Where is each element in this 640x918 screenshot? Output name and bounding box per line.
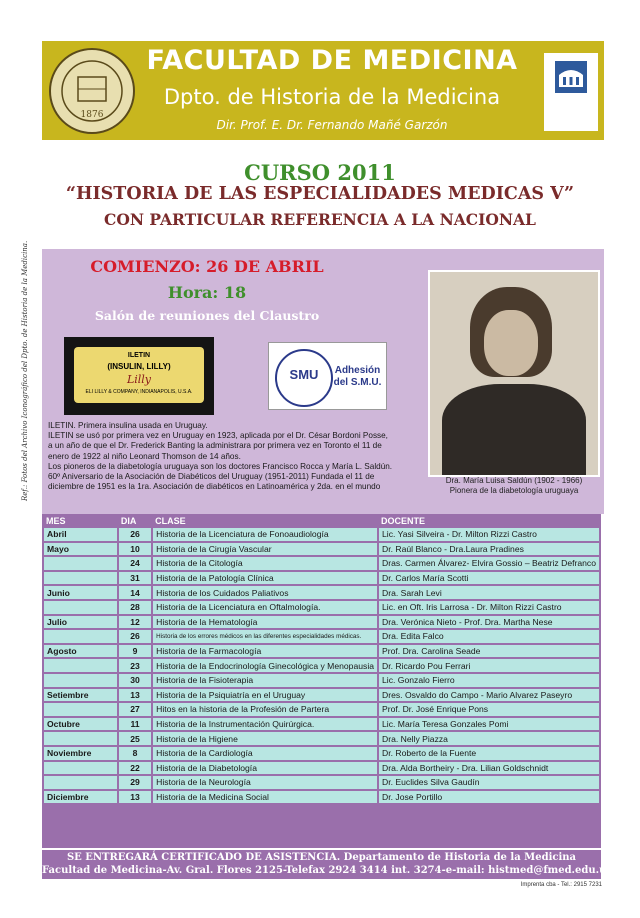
row-month xyxy=(44,776,117,789)
seal-year: 1876 xyxy=(80,110,104,120)
row-class: Historia de la Endocrinología Ginecológica y Menopausia xyxy=(153,659,377,672)
header-banner xyxy=(42,41,604,140)
portrait-dress xyxy=(442,384,586,475)
row-teacher: Dres. Osvaldo do Campo - Mario Alvarez Paseyro xyxy=(379,689,599,702)
row-teacher: Dra. Nelly Piazza xyxy=(379,732,599,745)
table-row xyxy=(44,776,599,789)
column-header-mes: MES xyxy=(44,516,117,526)
column-header-clase: CLASE xyxy=(153,516,377,526)
row-class: Historia de la Hematología xyxy=(153,616,377,629)
row-class: Historia de la Patología Clínica xyxy=(153,572,377,585)
table-row xyxy=(44,601,599,614)
row-teacher: Dr. Ricardo Pou Ferrari xyxy=(379,659,599,672)
tin-label-1: ILETIN xyxy=(127,352,151,359)
row-day: 11 xyxy=(119,718,151,731)
course-subtitle-2: CON PARTICULAR REFERENCIA A LA NACIONAL xyxy=(104,210,536,229)
row-day: 23 xyxy=(119,659,151,672)
table-row xyxy=(44,645,599,658)
printer-credit: Imprenta cba - Tel.: 2915 7231 xyxy=(520,882,602,888)
row-class: Hitos en la historia de la Profesión de Partera xyxy=(153,703,377,716)
smu-logo-text: SMU xyxy=(289,367,319,382)
row-teacher: Prof. Dr. José Enrique Pons xyxy=(379,703,599,716)
row-month xyxy=(44,674,117,687)
table-row xyxy=(44,689,599,702)
row-month xyxy=(44,762,117,775)
iletin-tin-photo xyxy=(64,337,214,415)
table-row xyxy=(44,703,599,716)
row-day: 8 xyxy=(119,747,151,760)
row-teacher: Dra. Verónica Nieto - Prof. Dra. Martha Nese xyxy=(379,616,599,629)
row-day: 29 xyxy=(119,776,151,789)
row-day: 9 xyxy=(119,645,151,658)
schedule-body xyxy=(44,528,599,803)
table-row xyxy=(44,659,599,672)
row-class: Historia de la Instrumentación Quirúrgica. xyxy=(153,718,377,731)
row-class: Historia de la Diabetología xyxy=(153,762,377,775)
venue: Salón de reuniones del Claustro xyxy=(94,308,320,323)
table-row xyxy=(44,630,599,643)
faculty-title: FACULTAD DE MEDICINA xyxy=(146,45,518,76)
row-month: Setiembre xyxy=(44,689,117,702)
row-month: Diciembre xyxy=(44,791,117,804)
row-month xyxy=(44,659,117,672)
row-month xyxy=(44,703,117,716)
department-title: Dpto. de Historia de la Medicina xyxy=(163,85,501,109)
row-day: 27 xyxy=(119,703,151,716)
iletin-line: ILETIN se usó por primera vez en Uruguay en 1923, aplicada por el Dr. César Bordoni Posse, xyxy=(48,431,388,441)
faculty-seal-icon xyxy=(48,47,136,135)
iletin-line: Los pioneros de la diabetología uruguaya son los doctores Francisco Rocca y María L. Saldún. xyxy=(48,461,393,471)
table-row xyxy=(44,557,599,570)
table-row xyxy=(44,674,599,687)
row-month: Abril xyxy=(44,528,117,541)
photo-credit-text: Ref.: Fotos del Archivo Iconográfico del Dpto. de Historia de la Medicina. xyxy=(21,240,29,501)
row-month xyxy=(44,572,117,585)
footer-line-1: SE ENTREGARÁ CERTIFICADO DE ASISTENCIA. Departamento de Historia de la Medicina xyxy=(66,852,577,863)
university-building-icon xyxy=(553,59,589,95)
row-month xyxy=(44,601,117,614)
portrait-caption xyxy=(428,476,600,496)
iletin-line: enero de 1922 al niño Leonard Thomson de 14 años. xyxy=(48,451,241,461)
tin-label-3: Lilly xyxy=(126,373,152,386)
row-month: Agosto xyxy=(44,645,117,658)
table-row xyxy=(44,543,599,556)
start-time: Hora: 18 xyxy=(167,283,247,302)
row-day: 13 xyxy=(119,791,151,804)
row-teacher: Dr. Euclides Silva Gaudín xyxy=(379,776,599,789)
table-row xyxy=(44,732,599,745)
row-class: Historia de la Fisioterapia xyxy=(153,674,377,687)
row-teacher: Dras. Carmen Álvarez- Elvira Gossio – Beatriz Defranco xyxy=(379,557,599,570)
director-line: Dir. Prof. E. Dr. Fernando Mañé Garzón xyxy=(216,118,448,132)
table-row xyxy=(44,747,599,760)
iletin-line: 60º Aniversario de la Asociación de Diabéticos del Uruguay (1951-2011) Fundada el 11 de xyxy=(48,472,375,482)
table-row xyxy=(44,528,599,541)
row-day: 10 xyxy=(119,543,151,556)
iletin-line: a un año de que el Dr. Frederick Banting la administrara por primera vez en Toronto el 11 de xyxy=(48,441,382,451)
footer-banner xyxy=(42,850,613,879)
row-teacher: Lic. Gonzalo Fierro xyxy=(379,674,599,687)
row-teacher: Dra. Alda Bortheiry - Dra. Lilian Goldschnidt xyxy=(379,762,599,775)
start-date: COMIENZO: 26 DE ABRIL xyxy=(90,257,324,276)
row-teacher: Lic. en Oft. Iris Larrosa - Dr. Milton Rizzi Castro xyxy=(379,601,599,614)
row-teacher: Dr. Roberto de la Fuente xyxy=(379,747,599,760)
portrait-face xyxy=(484,310,538,376)
row-teacher: Dra. Sarah Levi xyxy=(379,586,599,599)
row-month: Julio xyxy=(44,616,117,629)
footer-line-2: Facultad de Medicina-Av. Gral. Flores 2125-Telefax 2924 3414 int. 3274-e-mail: histmed@fmed.edu.uy xyxy=(42,865,613,876)
iletin-line: ILETIN. Primera insulina usada en Uruguay. xyxy=(48,421,208,430)
row-day: 25 xyxy=(119,732,151,745)
smu-adhesion-text: Adhesión del S.M.U. xyxy=(333,365,382,388)
row-class: Historia de la Medicina Social xyxy=(153,791,377,804)
iletin-history-text xyxy=(48,421,418,492)
course-title: CURSO 2011 xyxy=(244,160,396,185)
column-header-docente: DOCENTE xyxy=(379,516,599,526)
row-day: 13 xyxy=(119,689,151,702)
column-header-dia: DIA xyxy=(119,516,151,526)
row-class: Historia de los errores médicos en las diferentes especialidades médicas. xyxy=(153,630,377,643)
schedule-table xyxy=(42,514,601,805)
table-row xyxy=(44,791,599,804)
row-teacher: Dr. Carlos María Scotti xyxy=(379,572,599,585)
university-logo xyxy=(544,53,598,131)
row-class: Historia de los Cuidados Paliativos xyxy=(153,586,377,599)
row-month: Mayo xyxy=(44,543,117,556)
iletin-tin-lid xyxy=(74,347,204,403)
row-day: 26 xyxy=(119,528,151,541)
table-row xyxy=(44,718,599,731)
row-month: Octubre xyxy=(44,718,117,731)
row-class: Historia de la Licenciatura de Fonoaudiología xyxy=(153,528,377,541)
row-teacher: Dra. Edita Falco xyxy=(379,630,599,643)
row-month: Junio xyxy=(44,586,117,599)
table-row xyxy=(44,572,599,585)
row-day: 24 xyxy=(119,557,151,570)
row-class: Historia de la Citología xyxy=(153,557,377,570)
row-day: 26 xyxy=(119,630,151,643)
schedule-table-container xyxy=(42,514,601,848)
row-class: Historia de la Higiene xyxy=(153,732,377,745)
row-class: Historia de la Farmacología xyxy=(153,645,377,658)
row-month xyxy=(44,732,117,745)
row-day: 12 xyxy=(119,616,151,629)
smu-badge xyxy=(268,342,387,410)
course-info-panel xyxy=(42,249,604,514)
row-class: Historia de la Licenciatura en Oftalmología. xyxy=(153,601,377,614)
row-class: Historia de la Cardiología xyxy=(153,747,377,760)
table-row xyxy=(44,762,599,775)
iletin-line: diciembre de 1951 es la 1ra. Asociación de diabéticos en Latinoamérica y 2da. en el mundo xyxy=(48,482,381,492)
portrait-caption-role: Pionera de la diabetología uruguaya xyxy=(449,486,579,495)
row-teacher: Lic. Yasi Silveira - Dr. Milton Rizzi Castro xyxy=(379,528,599,541)
row-class: Historia de la Cirugía Vascular xyxy=(153,543,377,556)
smu-logo-icon xyxy=(275,349,333,407)
row-day: 14 xyxy=(119,586,151,599)
row-class: Historia de la Neurología xyxy=(153,776,377,789)
row-day: 31 xyxy=(119,572,151,585)
table-row xyxy=(44,586,599,599)
row-month: Noviembre xyxy=(44,747,117,760)
tin-label-2: (INSULIN, LILLY) xyxy=(107,362,171,371)
course-subtitle: “HISTORIA DE LAS ESPECIALIDADES MEDICAS V” xyxy=(65,184,575,204)
row-month xyxy=(44,557,117,570)
row-teacher: Dr. Jose Portillo xyxy=(379,791,599,804)
row-month xyxy=(44,630,117,643)
table-row xyxy=(44,616,599,629)
row-teacher: Dr. Raúl Blanco - Dra.Laura Pradines xyxy=(379,543,599,556)
photo-credit-note xyxy=(12,240,38,510)
row-day: 28 xyxy=(119,601,151,614)
row-day: 22 xyxy=(119,762,151,775)
row-class: Historia de la Psiquiatría en el Uruguay xyxy=(153,689,377,702)
row-teacher: Prof. Dra. Carolina Seade xyxy=(379,645,599,658)
tin-label-4: ELI LILLY & COMPANY, INDIANAPOLIS, U.S.A. xyxy=(85,389,193,395)
row-day: 30 xyxy=(119,674,151,687)
saldun-portrait xyxy=(428,270,600,477)
portrait-caption-name: Dra. María Luisa Saldún (1902 - 1966) xyxy=(445,476,583,485)
row-teacher: Lic. María Teresa Gonzales Pomi xyxy=(379,718,599,731)
table-header-row xyxy=(44,516,599,526)
